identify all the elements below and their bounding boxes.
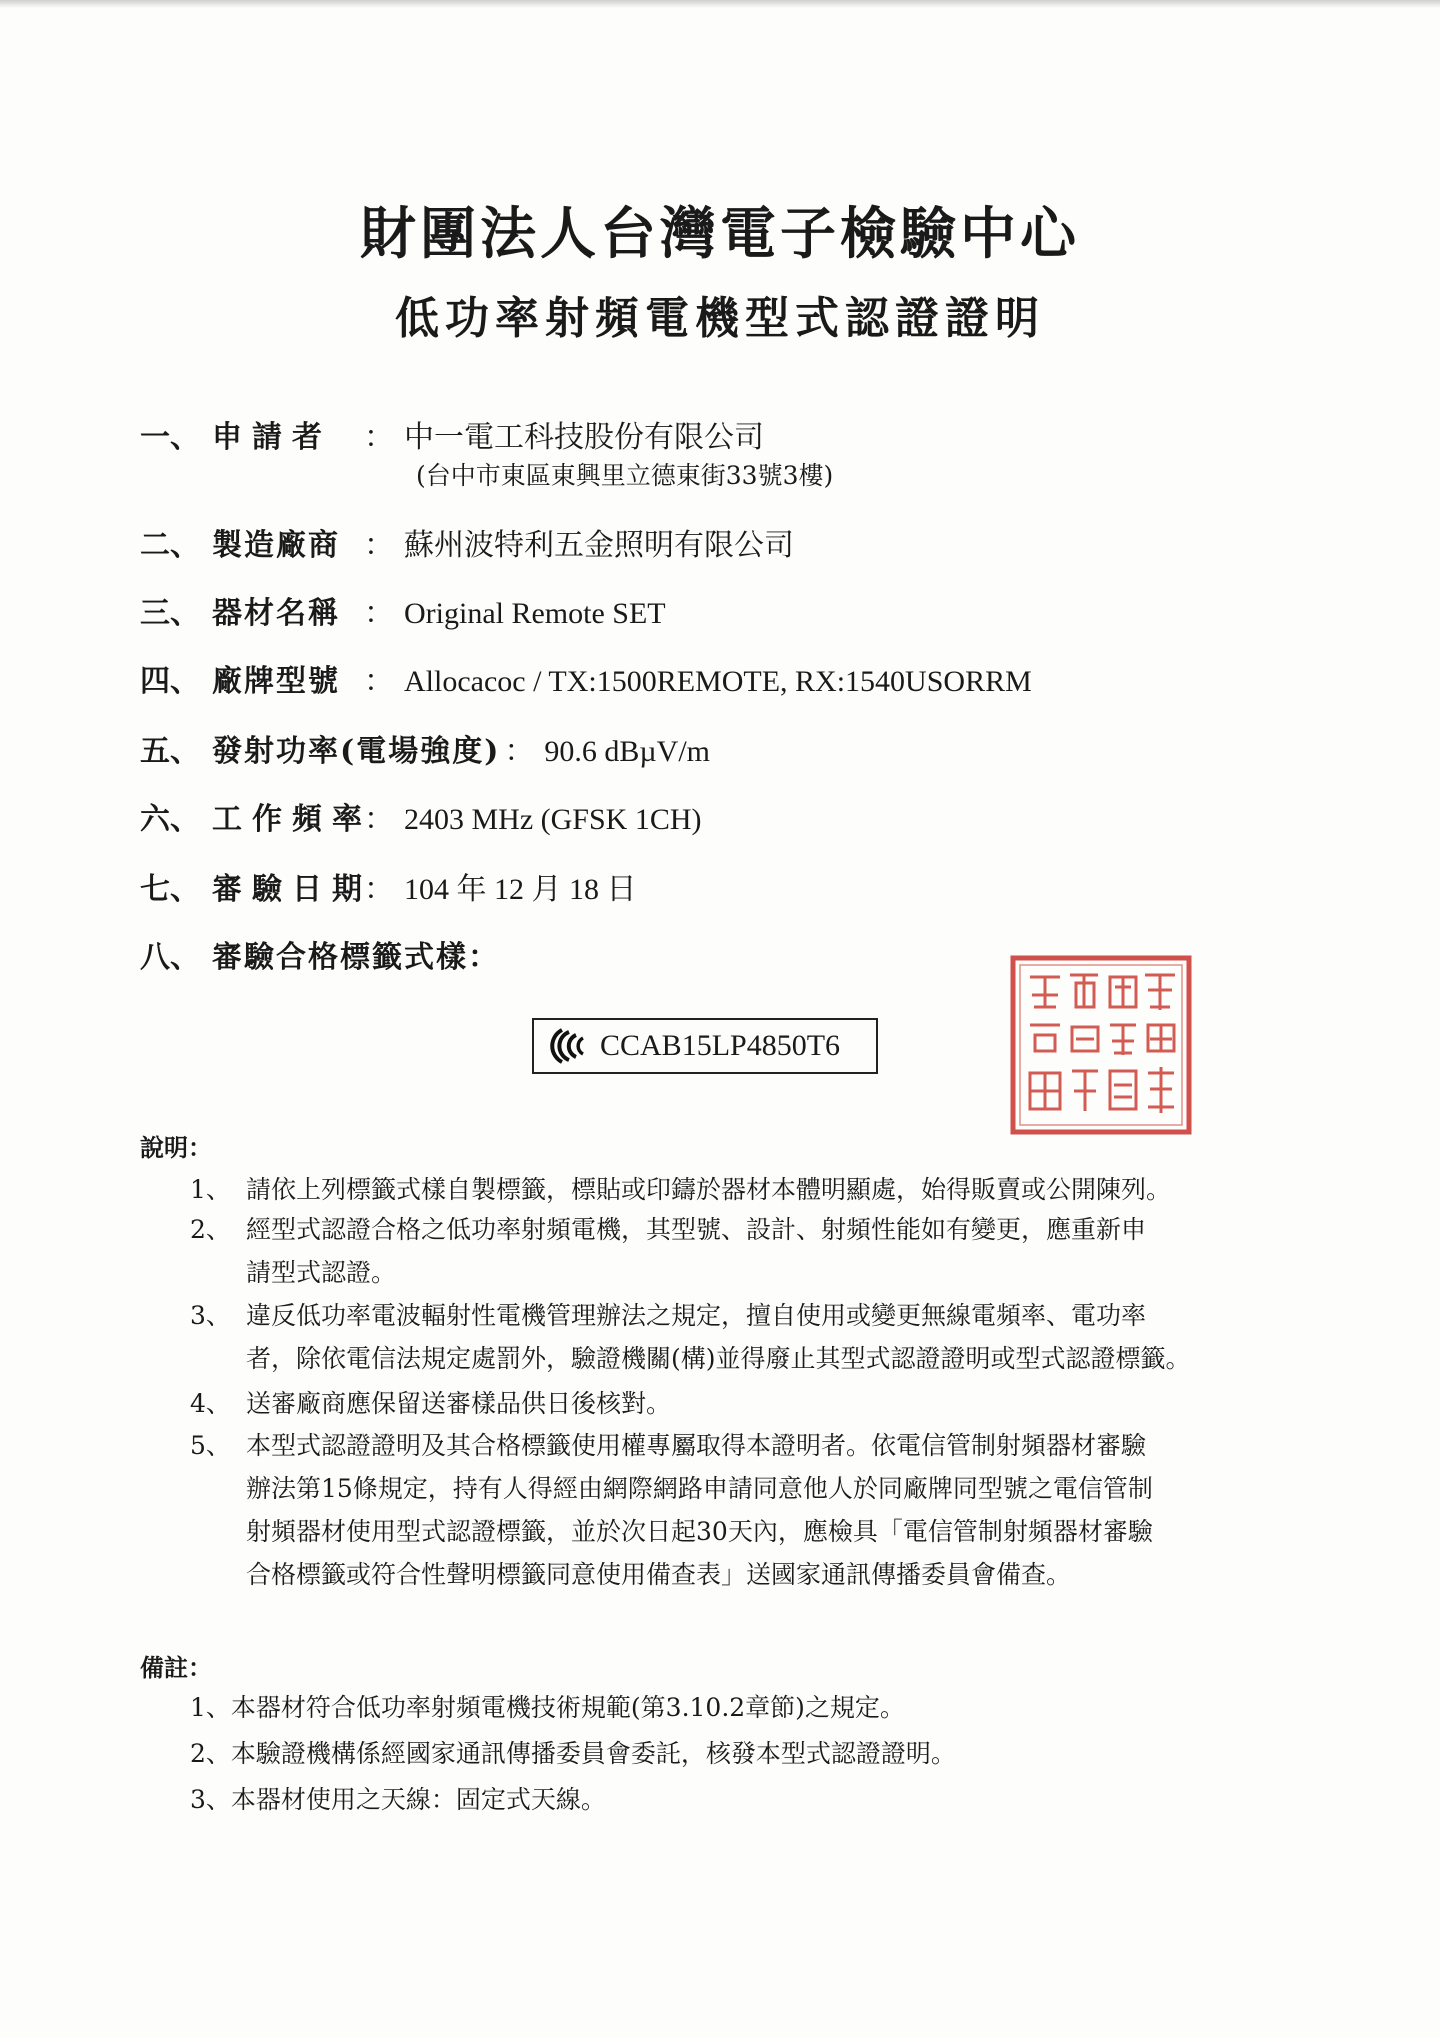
field-number: 八、	[140, 940, 200, 975]
remarks-heading: 備註：	[140, 1653, 212, 1682]
field-number: 五、	[140, 734, 200, 769]
remark-item: 2、本驗證機構係經國家通訊傳播委員會委託，核發本型式認證證明。	[190, 1739, 956, 1768]
field-label: 工作頻率	[212, 802, 372, 837]
org-title: 財團法人台灣電子檢驗中心	[360, 201, 1080, 267]
field-value: 2403 MHz (GFSK 1CH)	[404, 803, 702, 836]
field-value: Original Remote SET	[404, 597, 666, 630]
note-line: 違反低功率電波輻射性電機管理辦法之規定，擅自使用或變更無線電頻率、電功率	[246, 1301, 1147, 1330]
field-number: 二、	[140, 528, 200, 563]
note-item	[190, 1208, 1147, 1294]
note-number: 4、	[190, 1389, 231, 1418]
note-item	[190, 1424, 1153, 1596]
field-colon: ：	[364, 420, 394, 455]
note-item	[190, 1294, 1191, 1380]
field-applicant	[140, 412, 764, 456]
note-line: 合格標籤或符合性聲明標籤同意使用備查表」送國家通訊傳播委員會備查。	[246, 1560, 1072, 1589]
field-label: 申請者	[212, 420, 332, 455]
note-line: 請依上列標籤式樣自製標籤，標貼或印鑄於器材本體明顯處，始得販賣或公開陳列。	[246, 1175, 1172, 1204]
certificate-title: 低功率射頻電機型式認證證明	[395, 293, 1045, 344]
note-number: 2、	[190, 1215, 231, 1244]
field-colon: ：	[504, 734, 535, 769]
field-review-date	[140, 864, 637, 908]
field-value: 90.6 dBµV/m	[544, 735, 711, 768]
field-label: 器材名稱	[212, 596, 340, 631]
note-number: 1、	[190, 1175, 231, 1204]
field-label: 審驗合格標籤式樣：	[212, 940, 500, 975]
field-label: 審驗日期	[212, 872, 372, 907]
field-manufacturer	[140, 520, 794, 564]
note-line: 射頻器材使用型式認證標籤，並於次日起30天內，應檢具「電信管制射頻器材審驗	[246, 1517, 1153, 1546]
field-number: 一、	[140, 420, 200, 455]
ncc-wave-icon	[548, 1026, 596, 1066]
field-label: 發射功率(電場強度)	[212, 734, 501, 769]
field-label: 製造廠商	[212, 528, 340, 563]
note-number: 3、	[190, 1301, 231, 1330]
field-transmit-power	[140, 726, 710, 770]
remark-item: 3、本器材使用之天線：固定式天線。	[190, 1785, 606, 1814]
scan-edge	[0, 0, 1440, 8]
field-colon: ：	[364, 596, 394, 631]
applicant-address: (台中市東區東興里立德東街33號3樓)	[416, 461, 834, 490]
field-number: 七、	[140, 872, 200, 907]
field-colon: ：	[364, 872, 394, 907]
field-colon: ：	[364, 664, 394, 699]
field-value: 中一電工科技股份有限公司	[404, 421, 764, 454]
field-number: 六、	[140, 802, 200, 837]
note-line: 送審廠商應保留送審樣品供日後核對。	[246, 1389, 672, 1418]
certification-label	[532, 1018, 878, 1074]
field-number: 四、	[140, 664, 200, 699]
field-value: 蘇州波特利五金照明有限公司	[404, 529, 794, 562]
field-colon: ：	[364, 528, 394, 563]
note-line: 者，除依電信法規定處罰外，驗證機關(構)並得廢止其型式認證證明或型式認證標籤。	[246, 1344, 1191, 1373]
note-line: 經型式認證合格之低功率射頻電機，其型號、設計、射頻性能如有變更，應重新申	[246, 1215, 1147, 1244]
field-number: 三、	[140, 596, 200, 631]
note-number: 5、	[190, 1431, 231, 1460]
note-item	[190, 1382, 672, 1425]
note-item	[190, 1168, 1172, 1211]
note-line: 本型式認證證明及其合格標籤使用權專屬取得本證明者。依電信管制射頻器材審驗	[246, 1431, 1147, 1460]
field-value: 104 年 12 月 18 日	[404, 873, 637, 906]
notes-heading: 說明：	[140, 1133, 212, 1162]
field-label-sample	[140, 932, 500, 976]
field-brand-model	[140, 656, 1032, 700]
note-line: 請型式認證。	[246, 1258, 397, 1287]
field-value: Allocacoc / TX:1500REMOTE, RX:1540USORRM	[404, 665, 1032, 698]
field-colon: ：	[364, 802, 394, 837]
certification-code: CCAB15LP4850T6	[600, 1029, 841, 1062]
official-seal-stamp	[1010, 955, 1192, 1135]
field-equipment-name	[140, 588, 666, 632]
remark-item: 1、本器材符合低功率射頻電機技術規範(第3.10.2章節)之規定。	[190, 1693, 905, 1722]
note-line: 辦法第15條規定，持有人得經由網際網路申請同意他人於同廠牌同型號之電信管制	[246, 1474, 1153, 1503]
field-frequency	[140, 794, 702, 838]
field-label: 廠牌型號	[212, 664, 340, 699]
